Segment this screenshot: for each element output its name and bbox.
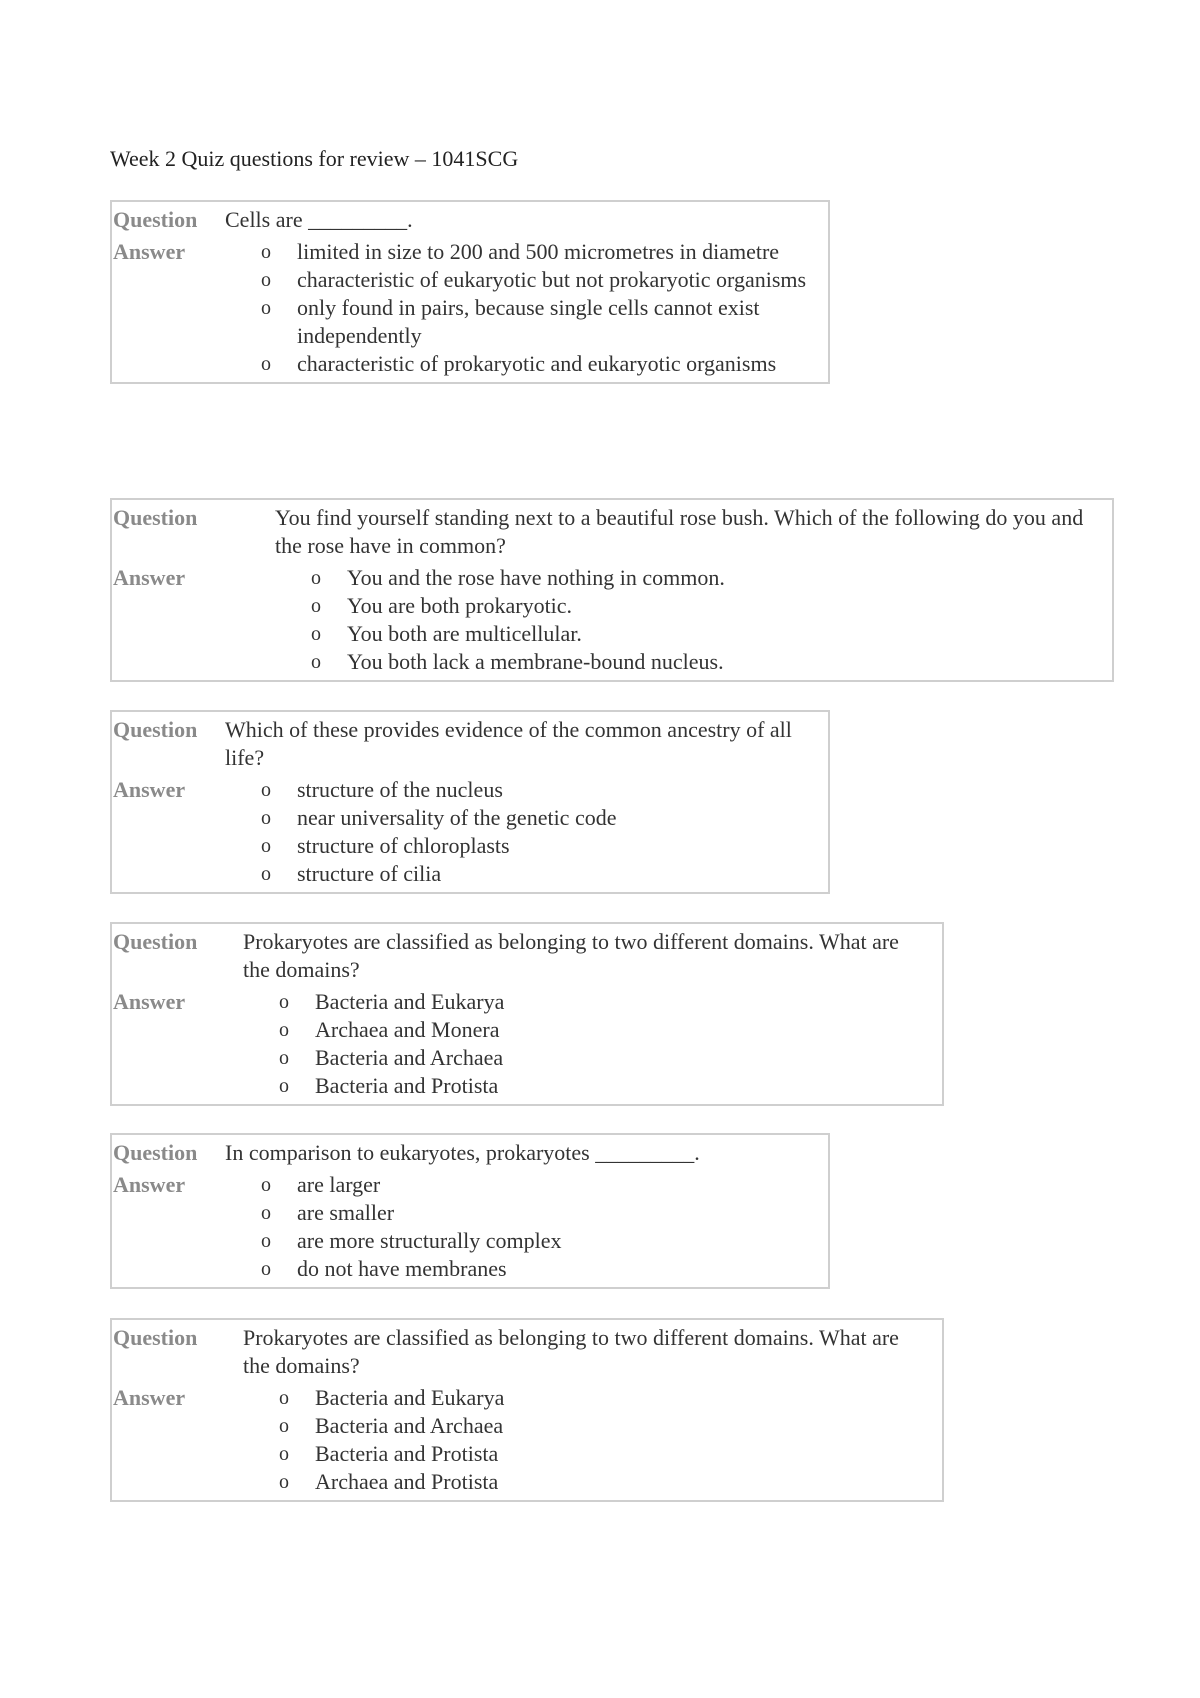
question-row bbox=[112, 716, 814, 772]
answer-option bbox=[261, 1227, 562, 1255]
page-title: Week 2 Quiz questions for review – 1041SCG bbox=[110, 146, 519, 171]
answer-option bbox=[311, 620, 725, 648]
question-label: Question bbox=[113, 505, 198, 530]
bullet-icon: o bbox=[311, 651, 321, 673]
answer-option bbox=[261, 860, 616, 888]
answer-option bbox=[279, 1016, 504, 1044]
answer-row bbox=[112, 776, 814, 888]
question-row bbox=[112, 504, 1098, 560]
question-block bbox=[110, 1318, 944, 1502]
bullet-icon: o bbox=[261, 1258, 271, 1280]
bullet-icon: o bbox=[279, 991, 289, 1013]
question-text: Cells are _________. bbox=[225, 207, 413, 232]
question-text: Prokaryotes are classified as belonging to two different domains. What are the domains? bbox=[243, 929, 899, 982]
question-label: Question bbox=[113, 1140, 198, 1165]
answer-option bbox=[279, 1072, 504, 1100]
question-label: Question bbox=[113, 207, 198, 232]
answer-label: Answer bbox=[113, 565, 186, 590]
answer-option bbox=[279, 1044, 504, 1072]
bullet-icon: o bbox=[279, 1075, 289, 1097]
bullet-icon: o bbox=[261, 835, 271, 857]
answer-options bbox=[261, 776, 616, 888]
answer-option bbox=[311, 648, 725, 676]
answer-option bbox=[261, 266, 814, 294]
answer-option bbox=[261, 1171, 562, 1199]
option-text: are smaller bbox=[297, 1200, 395, 1225]
question-block bbox=[110, 922, 944, 1106]
option-text: structure of the nucleus bbox=[297, 777, 503, 802]
answer-option bbox=[261, 294, 814, 350]
bullet-icon: o bbox=[311, 623, 321, 645]
option-text: characteristic of eukaryotic but not prokaryotic organisms bbox=[297, 267, 807, 292]
answer-row bbox=[112, 988, 928, 1100]
question-block bbox=[110, 200, 830, 384]
bullet-icon: o bbox=[261, 807, 271, 829]
option-text: Bacteria and Archaea bbox=[315, 1413, 504, 1438]
question-block bbox=[110, 710, 830, 894]
question-label: Question bbox=[113, 929, 198, 954]
option-text: only found in pairs, because single cells cannot exist independently bbox=[297, 295, 760, 348]
answer-options bbox=[261, 238, 814, 378]
answer-option bbox=[279, 1468, 504, 1496]
answer-option bbox=[279, 1384, 504, 1412]
option-text: Bacteria and Eukarya bbox=[315, 989, 505, 1014]
bullet-icon: o bbox=[279, 1443, 289, 1465]
bullet-icon: o bbox=[261, 241, 271, 263]
option-text: characteristic of prokaryotic and eukaryotic organisms bbox=[297, 351, 777, 376]
question-label: Question bbox=[113, 1325, 198, 1350]
answer-row bbox=[112, 564, 1098, 676]
option-text: structure of chloroplasts bbox=[297, 833, 510, 858]
bullet-icon: o bbox=[261, 269, 271, 291]
answer-option bbox=[261, 350, 814, 378]
option-text: near universality of the genetic code bbox=[297, 805, 617, 830]
question-text: You find yourself standing next to a beautiful rose bush. Which of the following do you and the rose have in common? bbox=[275, 505, 1084, 558]
bullet-icon: o bbox=[261, 297, 271, 319]
answer-label: Answer bbox=[113, 239, 186, 264]
question-row bbox=[112, 1324, 928, 1380]
bullet-icon: o bbox=[261, 779, 271, 801]
answer-option bbox=[261, 832, 616, 860]
option-text: Bacteria and Protista bbox=[315, 1073, 499, 1098]
question-text: Prokaryotes are classified as belonging to two different domains. What are the domains? bbox=[243, 1325, 899, 1378]
bullet-icon: o bbox=[279, 1387, 289, 1409]
option-text: do not have membranes bbox=[297, 1256, 507, 1281]
answer-options bbox=[279, 1384, 504, 1496]
answer-label: Answer bbox=[113, 1172, 186, 1197]
option-text: You both are multicellular. bbox=[347, 621, 582, 646]
answer-option bbox=[279, 988, 504, 1016]
answer-option bbox=[311, 564, 725, 592]
option-text: are more structurally complex bbox=[297, 1228, 562, 1253]
answer-option bbox=[261, 1199, 562, 1227]
bullet-icon: o bbox=[261, 1230, 271, 1252]
question-text: Which of these provides evidence of the common ancestry of all life? bbox=[225, 717, 792, 770]
bullet-icon: o bbox=[261, 353, 271, 375]
answer-option bbox=[261, 238, 814, 266]
answer-option bbox=[261, 1255, 562, 1283]
bullet-icon: o bbox=[261, 1202, 271, 1224]
answer-options bbox=[279, 988, 504, 1100]
option-text: You and the rose have nothing in common. bbox=[347, 565, 725, 590]
answer-option bbox=[261, 776, 616, 804]
option-text: Bacteria and Archaea bbox=[315, 1045, 504, 1070]
answer-option bbox=[311, 592, 725, 620]
bullet-icon: o bbox=[311, 567, 321, 589]
bullet-icon: o bbox=[279, 1047, 289, 1069]
option-text: You are both prokaryotic. bbox=[347, 593, 573, 618]
bullet-icon: o bbox=[279, 1415, 289, 1437]
bullet-icon: o bbox=[261, 1174, 271, 1196]
option-text: Bacteria and Eukarya bbox=[315, 1385, 505, 1410]
answer-option bbox=[279, 1412, 504, 1440]
bullet-icon: o bbox=[261, 863, 271, 885]
option-text: Archaea and Protista bbox=[315, 1469, 499, 1494]
option-text: Archaea and Monera bbox=[315, 1017, 500, 1042]
option-text: limited in size to 200 and 500 micrometres in diametre bbox=[297, 239, 780, 264]
bullet-icon: o bbox=[279, 1471, 289, 1493]
question-text: In comparison to eukaryotes, prokaryotes _________. bbox=[225, 1140, 700, 1165]
answer-label: Answer bbox=[113, 777, 186, 802]
question-label: Question bbox=[113, 717, 198, 742]
option-text: are larger bbox=[297, 1172, 381, 1197]
answer-row bbox=[112, 1384, 928, 1496]
answer-row bbox=[112, 1171, 814, 1283]
answer-label: Answer bbox=[113, 989, 186, 1014]
answer-option bbox=[261, 804, 616, 832]
answer-row bbox=[112, 238, 814, 378]
question-row bbox=[112, 928, 928, 984]
question-block bbox=[110, 1133, 830, 1289]
question-row bbox=[112, 1139, 814, 1167]
question-row bbox=[112, 206, 814, 234]
bullet-icon: o bbox=[311, 595, 321, 617]
answer-label: Answer bbox=[113, 1385, 186, 1410]
bullet-icon: o bbox=[279, 1019, 289, 1041]
answer-options bbox=[261, 1171, 562, 1283]
answer-option bbox=[279, 1440, 504, 1468]
option-text: You both lack a membrane-bound nucleus. bbox=[347, 649, 724, 674]
option-text: structure of cilia bbox=[297, 861, 442, 886]
option-text: Bacteria and Protista bbox=[315, 1441, 499, 1466]
answer-options bbox=[311, 564, 725, 676]
question-block bbox=[110, 498, 1114, 682]
